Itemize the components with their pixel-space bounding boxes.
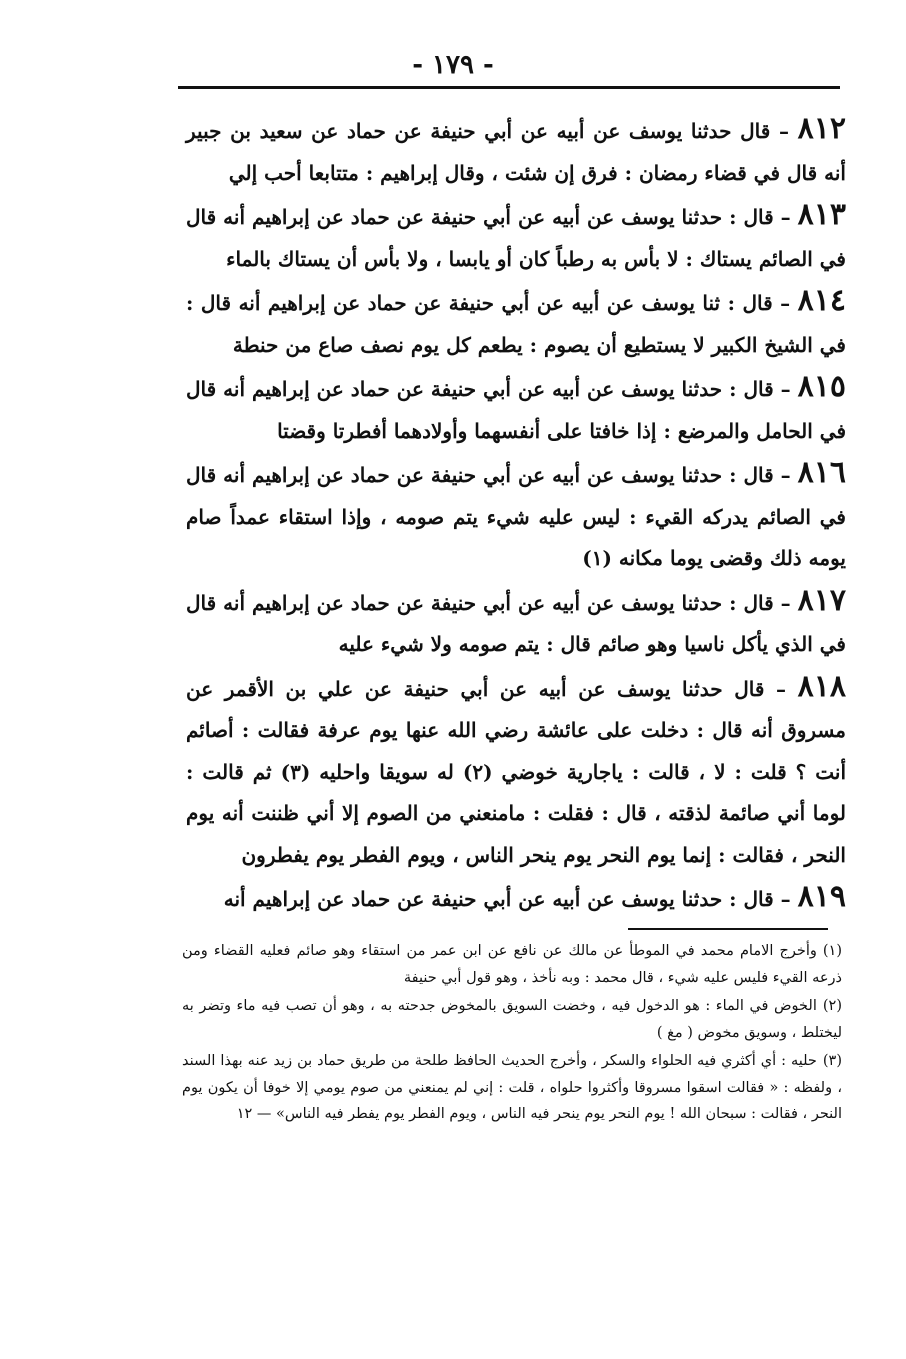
hadith-text: – قال : حدثنا يوسف عن أبيه عن أبي حنيفة عن حماد عن إبراهيم أنه xyxy=(223,887,791,911)
footnote-text: حليه : أي أكثري فيه الحلواء والسكر ، وأخرج الحديث الحافظ طلحة من طريق حماد بن زيد عنه بهذا السند ، ولفظه : « فقالت اسقوا مسروقا وأكثروا حلواه ، قلت : إني لم يمنعني من صوم يومي إلا خوفا أن يكون يوم النحر ، فقالت : سبحان الله ! يوم النحر يوم ينحر فيه الناس ، ويوم الفطر يوم يفطر فيه الناس» — ١٢ xyxy=(182,1053,842,1122)
footnote-text: وأخرج الامام محمد في الموطأ عن مالك عن نافع عن ابن عمر من استقاء وهو صائم فعليه القضاء ومن ذرعه القيء فليس عليه شيء ، قال محمد : وبه نأخذ ، وهو قول أبي حنيفة xyxy=(182,943,842,986)
hadith-text: – قال : ثنا يوسف عن أبيه عن أبي حنيفة عن حماد عن إبراهيم أنه قال : في الشيخ الكبير لا يستطيع أن يصوم : يطعم كل يوم نصف صاع من حنطة xyxy=(186,291,846,357)
main-text xyxy=(186,108,846,921)
hadith-815 xyxy=(186,366,846,452)
hadith-number: ٨١٨ xyxy=(797,668,846,704)
footnote-3 xyxy=(182,1048,842,1128)
page-number: - ١٧٩ - xyxy=(412,50,494,80)
footnote-marker: (٢) xyxy=(822,998,842,1014)
hadith-819 xyxy=(186,876,846,921)
hadith-number: ٨١٩ xyxy=(797,879,846,914)
hadith-text: – قال حدثنا يوسف عن أبيه عن أبي حنيفة عن علي بن الأقمر عن مسروق أنه قال : دخلت على عائشة رضي الله عنها يوم عرفة فقالت : أصائم أنت ؟ قلت : لا ، قالت : ياجارية خوضي (٢) له سويقا واحليه (٣) ثم قالت : لوما أني صائمة لذقته ، قال : فقلت : مامنعني من الصوم إلا أني ظننت أنه يوم النحر ، فقالت : إنما يوم النحر يوم ينحر الناس ، ويوم الفطر يوم يفطرون xyxy=(186,676,847,867)
hadith-number: ٨١٥ xyxy=(797,369,847,404)
hadith-text: – قال : حدثنا يوسف عن أبيه عن أبي حنيفة عن حماد عن إبراهيم أنه قال في الصائم يستاك : لا بأس به رطباً كان أو يابسا ، ولا بأس أن يستاك بالماء xyxy=(186,205,846,271)
header-rule xyxy=(178,86,840,89)
hadith-812 xyxy=(186,108,846,194)
footnote-marker: (١) xyxy=(822,943,842,959)
footnotes xyxy=(182,938,842,1130)
footnote-text: الخوض في الماء : هو الدخول فيه ، وخضت السويق بالمخوض جدحته به ، وهو أن تصب فيه ماء وتضر به ليختلط ، وسويق مخوض ( مغ ) xyxy=(182,998,842,1041)
hadith-number: ٨١٢ xyxy=(797,111,846,146)
hadith-number: ٨١٧ xyxy=(797,582,847,618)
footnote-1 xyxy=(182,938,842,991)
hadith-817 xyxy=(186,580,846,666)
hadith-text: – قال حدثنا يوسف عن أبيه عن أبي حنيفة عن حماد عن سعيد بن جبير أنه قال في قضاء رمضان : فرق إن شئت ، وقال إبراهيم : متتابعا أحب إلي xyxy=(186,119,846,185)
hadith-816 xyxy=(186,452,846,580)
hadith-number: ٨١٤ xyxy=(797,283,846,318)
hadith-text: – قال : حدثنا يوسف عن أبيه عن أبي حنيفة عن حماد عن إبراهيم أنه قال في الذي يأكل ناسيا وهو صائم قال : يتم صومه ولا شيء عليه xyxy=(186,590,846,656)
footnote-rule xyxy=(628,928,828,930)
hadith-number: ٨١٦ xyxy=(797,455,847,490)
hadith-818 xyxy=(186,666,846,877)
footnote-marker: (٣) xyxy=(822,1053,842,1069)
footnote-2 xyxy=(182,993,842,1046)
hadith-814 xyxy=(186,280,846,366)
hadith-text: – قال : حدثنا يوسف عن أبيه عن أبي حنيفة عن حماد عن إبراهيم أنه قال في الحامل والمرضع : إذا خافتا على أنفسهما وأولادهما أفطرتا وقضتا xyxy=(186,377,846,443)
hadith-number: ٨١٣ xyxy=(797,197,847,232)
hadith-text: – قال : حدثنا يوسف عن أبيه عن أبي حنيفة عن حماد عن إبراهيم أنه قال في الصائم يدركه القيء : ليس عليه شيء يتم صومه ، وإذا استقاء عمداً صام يومه ذلك وقضى يوما مكانه (١) xyxy=(186,463,846,570)
hadith-813 xyxy=(186,194,846,280)
